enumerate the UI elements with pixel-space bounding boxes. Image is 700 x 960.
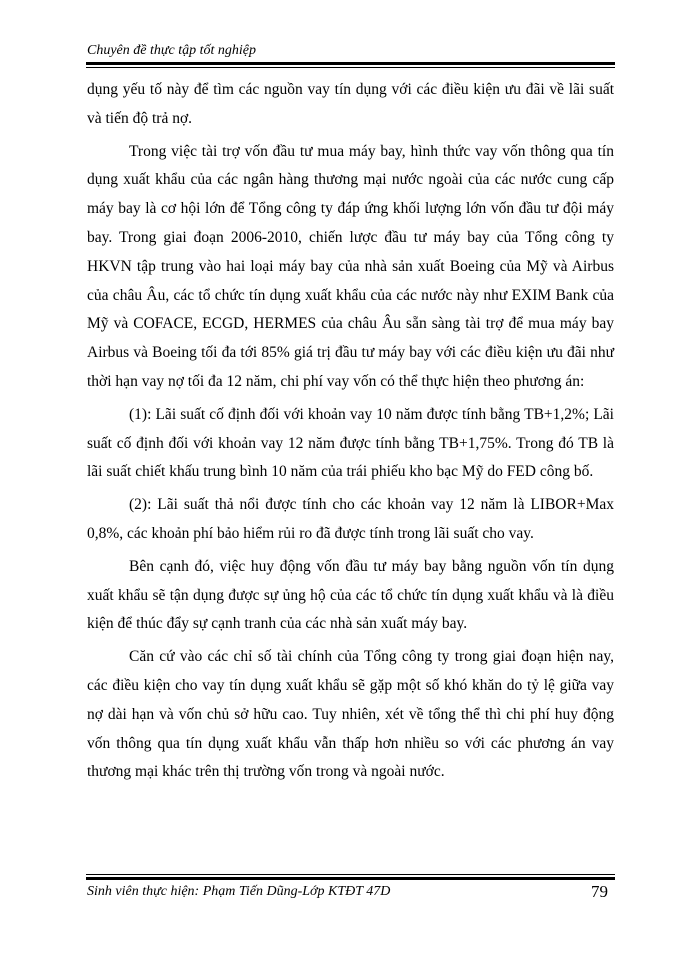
paragraph-conclusion: Căn cứ vào các chỉ số tài chính của Tổng công ty trong giai đoạn hiện nay, các điều kiện cho vay tín dụng xuất khẩu sẽ gặp một số khó khăn do tỷ lệ giữa vay nợ dài hạn và vốn chủ sở hữu cao. Tuy nhiên, xét về tổng thể thì chi phí huy động vốn thông qua tín dụng xuất khẩu vẫn thấp hơn nhiều so với các phương án vay thương mại khác trên thị trường vốn trong và ngoài nước.: [87, 648, 614, 781]
paragraph-benefits: Bên cạnh đó, việc huy động vốn đầu tư máy bay bằng nguồn vốn tín dụng xuất khẩu sẽ tận dụng được sự ủng hộ của các tổ chức tín dụng xuất khẩu và là điều kiện để thúc đẩy sự cạnh tranh của các nhà sản xuất máy bay.: [87, 557, 614, 633]
paragraph-continuation: dụng yếu tố này để tìm các nguồn vay tín dụng với các điều kiện ưu đãi về lãi suất và tiến độ trả nợ.: [87, 81, 614, 127]
document-body: [87, 76, 614, 791]
page-number: 79: [591, 882, 608, 901]
page-footer: [87, 884, 614, 904]
page-header: [87, 42, 614, 60]
paragraph-option-1: (1): Lãi suất cố định đối với khoản vay 10 năm được tính bằng TB+1,2%; Lãi suất cố định đối với khoản vay 12 năm được tính bằng TB+1,75%. Trong đó TB là lãi suất chiết khấu trung bình 10 năm của trái phiếu kho bạc Mỹ do FED công bố.: [87, 405, 614, 481]
header-title: Chuyên đề thực tập tốt nghiệp: [87, 43, 256, 58]
footer-author: Sinh viên thực hiện: Phạm Tiến Dũng-Lớp KTĐT 47D: [87, 884, 391, 899]
header-rule-thin: [86, 67, 615, 68]
paragraph-export-credit: Trong việc tài trợ vốn đầu tư mua máy bay, hình thức vay vốn thông qua tín dụng xuất khẩu của các ngân hàng thương mại nước ngoài của các nước cung cấp máy bay là cơ hội lớn để Tổng công ty đáp ứng khối lượng lớn vốn đầu tư đội máy bay. Trong giai đoạn 2006-2010, chiến lược đầu tư máy bay của Tổng công ty HKVN tập trung vào hai loại máy bay của nhà sản xuất Boeing của Mỹ và Airbus của châu Âu, các tổ chức tín dụng xuất khẩu của các nước này như EXIM Bank của Mỹ và COFACE, ECGD, HERMES của châu Âu sẵn sàng tài trợ để mua máy bay Airbus và Boeing tối đa tới 85% giá trị đầu tư máy bay với các điều kiện ưu đãi như thời hạn vay nợ tối đa 12 năm, chi phí vay vốn có thể thực hiện theo phương án:: [87, 142, 614, 390]
footer-rule-thin: [86, 874, 615, 875]
footer-rule-thick: [86, 877, 615, 880]
paragraph-option-2: (2): Lãi suất thả nổi được tính cho các khoản vay 12 năm là LIBOR+Max 0,8%, các khoản phí bảo hiểm rủi ro đã được tính trong lãi suất cho vay.: [87, 496, 614, 542]
header-rule-thick: [86, 62, 615, 65]
